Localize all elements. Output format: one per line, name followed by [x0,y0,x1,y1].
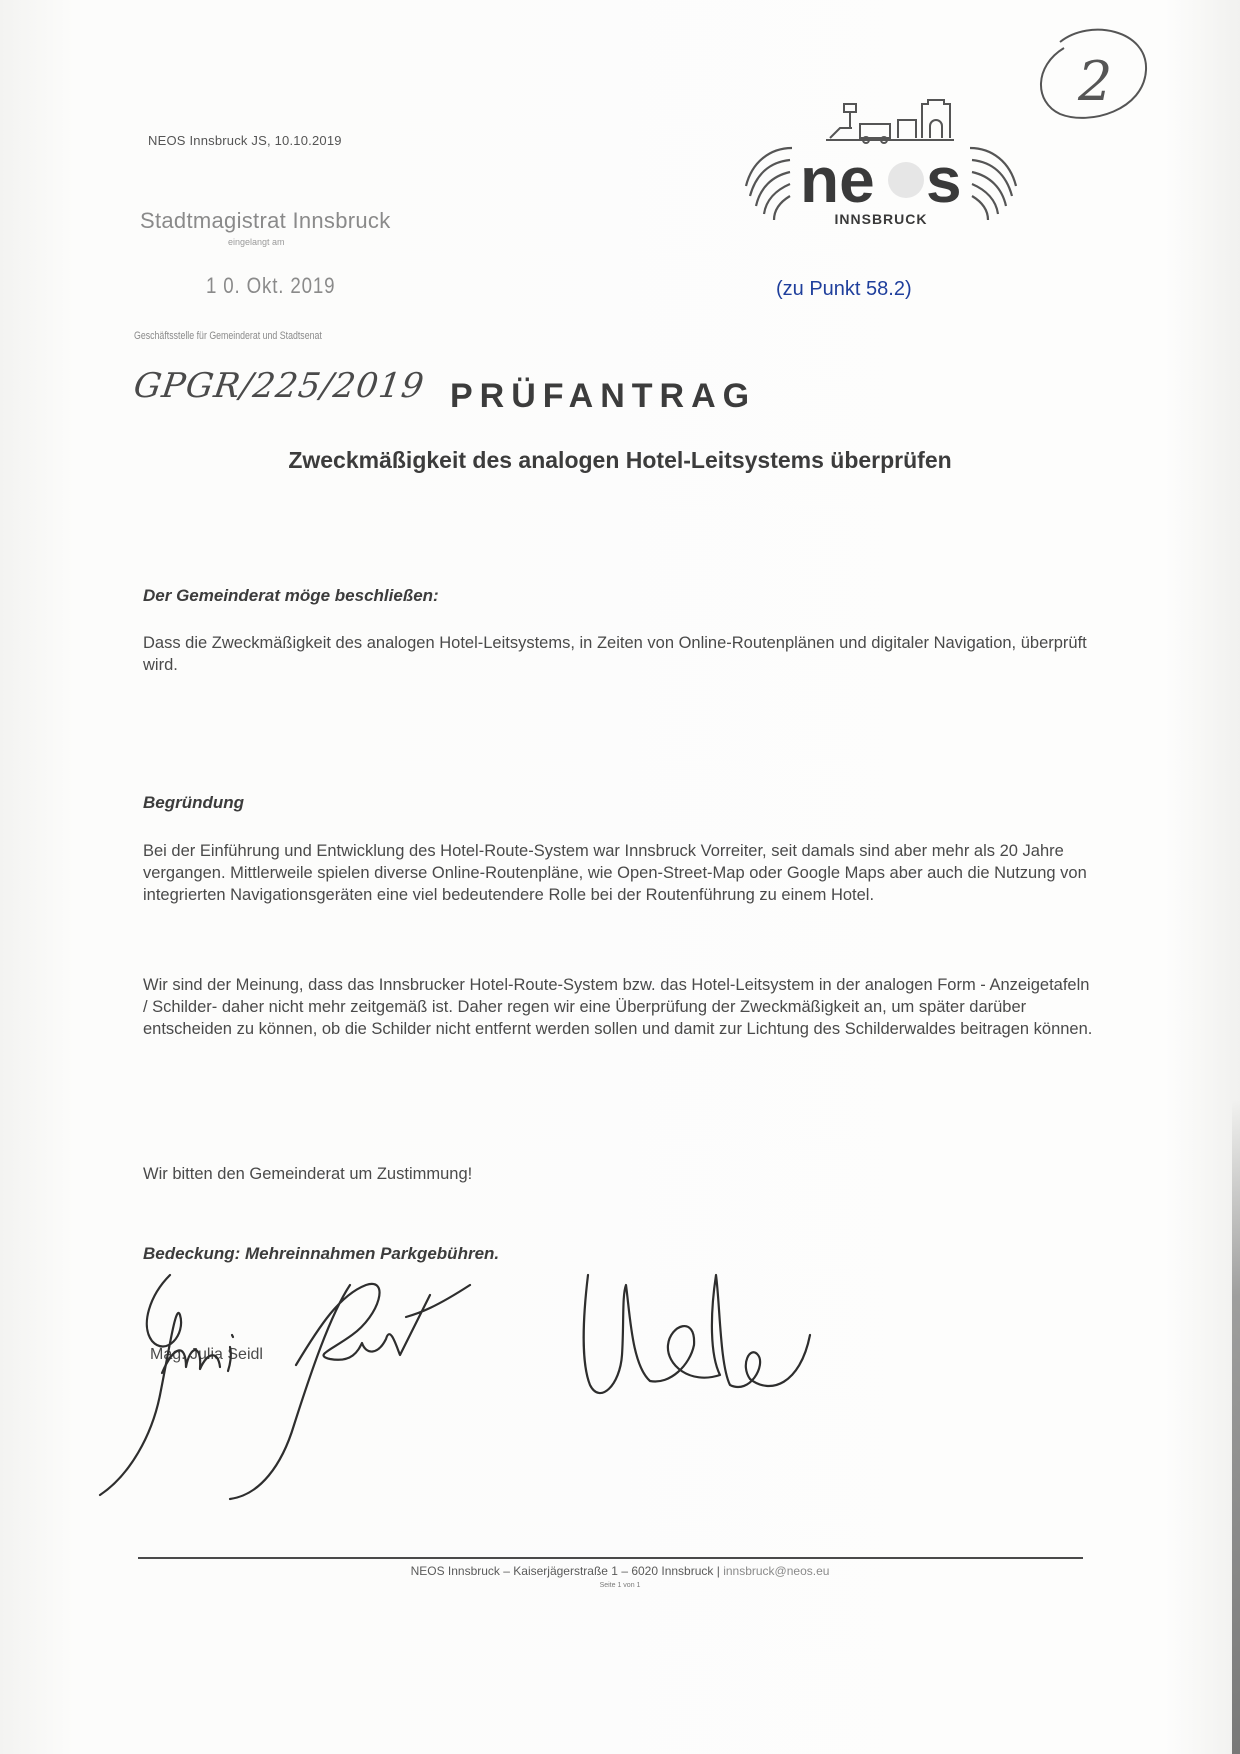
funding-line: Bedeckung: Mehreinnahmen Parkgebühren. [143,1244,500,1263]
footer-page-number: Seite 1 von 1 [599,1582,641,1589]
logo-wordmark-right: s [926,144,962,216]
motion-heading: Der Gemeinderat möge beschließen: [143,586,439,605]
right-wing-icon [970,148,1016,220]
skyline-icon [826,100,954,143]
motion-text: Dass die Zweckmäßigkeit des analogen Hotel-Leitsystems, in Zeiten von Online-Routenplänen und digitaler Navigation, überprüft wird. [143,634,1087,674]
circled-number-mark [1030,22,1160,132]
scan-edge-shadow [1232,1100,1240,1754]
handwritten-signatures [90,1255,890,1505]
sender-line: NEOS Innsbruck JS, 10.10.2019 [148,133,342,148]
reasoning-paragraph: Wir sind der Meinung, dass das Innsbrucker Hotel-Route-System bzw. das Hotel-Leitsystem in der analogen Form - Anzeigetafeln / Schilder- daher nicht mehr zeitgemäß ist. Daher regen wir eine Überprüfung der Zweckmäßigkeit an, um später darüber entscheiden zu können, ob die Schilder nicht entfernt werden sollen und damit zur Lichtung des Schilderwaldes beitragen können. [143,976,1093,1038]
stamp-date: 1 0. Okt. 2019 [206,273,336,298]
signature-first [100,1275,181,1495]
footer-separator: | [716,1564,724,1578]
signature-second [230,1284,470,1499]
signature-first-letters [162,1335,233,1373]
reasoning-heading: Begründung [143,793,245,812]
document-title: PRÜFANTRAG [450,377,757,415]
document-subtitle: Zweckmäßigkeit des analogen Hotel-Leitsystems überprüfen [288,447,952,473]
footer-email: innsbruck@neos.eu [723,1564,830,1578]
stamp-office: Stadtmagistrat Innsbruck [140,208,391,233]
stamp-received-label: eingelangt am [228,237,285,247]
footer-address-line [0,1564,1240,1578]
logo-dot-icon [888,162,924,198]
left-wing-icon [746,148,792,220]
handwritten-file-number: GPGR/225/2019 [131,366,427,406]
signature-third [584,1275,810,1393]
signer-name: Mag. Julia Seidl [150,1346,263,1363]
footer-divider [138,1557,1083,1559]
agenda-reference: (zu Punkt 58.2) [776,278,912,300]
reasoning-paragraph: Bei der Einführung und Entwicklung des Hotel-Route-System war Innsbruck Vorreiter, seit damals sind aber mehr als 20 Jahre vergangen. Mittlerweile spielen diverse Online-Routenpläne, wie Open-Street-Map oder Google Maps aber auch die Nutzung von integrierten Navigationsgeräten eine viel bedeutendere Rolle bei der Routenführung zu einem Hotel. [143,842,1087,904]
circle-mark-number: 2 [1078,50,1113,113]
stamp-department: Geschäftsstelle für Gemeinderat und Stadtsenat [134,330,322,342]
neos-logo [740,98,1022,238]
logo-wordmark-left: ne [800,144,875,216]
footer-address: NEOS Innsbruck – Kaiserjägerstraße 1 – 6020 Innsbruck [410,1564,714,1578]
logo-city: INNSBRUCK [834,211,928,227]
approval-request: Wir bitten den Gemeinderat um Zustimmung! [143,1165,473,1183]
